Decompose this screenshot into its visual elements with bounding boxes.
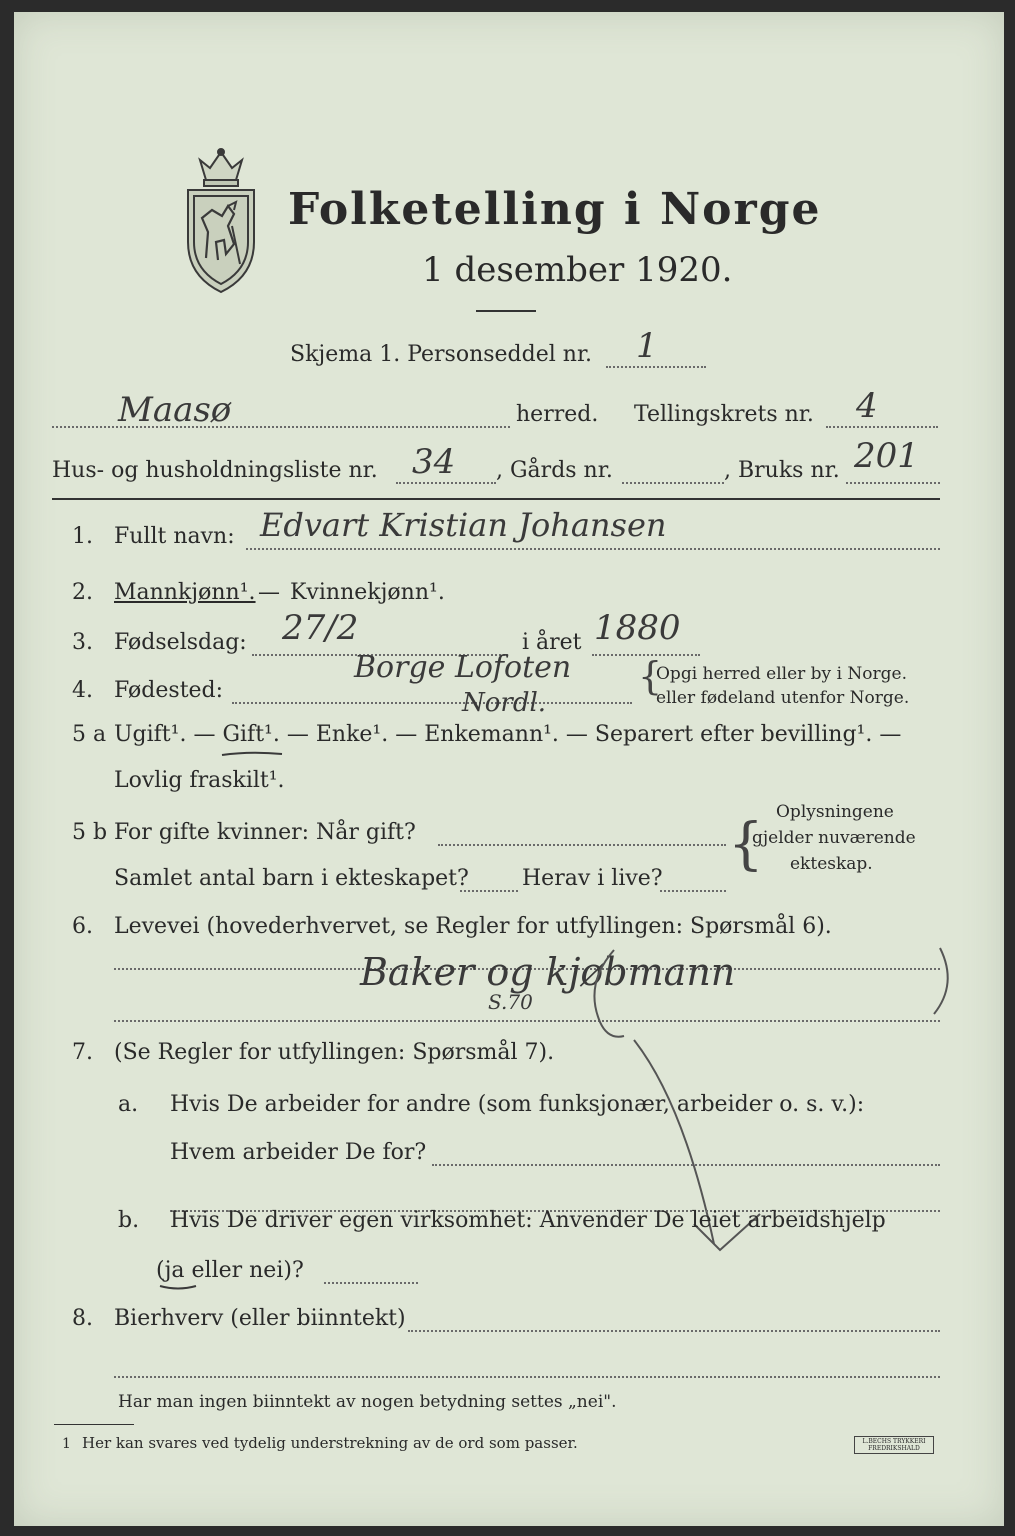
census-form [14, 12, 1004, 1526]
gender-male-option[interactable]: Mannkjønn¹. [114, 580, 256, 605]
birthplace-value-1[interactable]: Borge Lofoten [354, 650, 572, 685]
schema-label: Skjema 1. Personseddel nr. [290, 342, 593, 367]
bruks-value[interactable]: 201 [854, 436, 919, 476]
q4-label: Fødested: [114, 678, 224, 703]
gender-female-option[interactable]: Kvinnekjønn¹. [290, 580, 445, 605]
q6-number: 6. [72, 914, 93, 939]
herred-value[interactable]: Maasø [118, 390, 232, 430]
herred-label: herred. [516, 402, 599, 427]
birthday-value[interactable]: 27/2 [282, 608, 359, 648]
printer-stamp: L.BECHS TRYKKERI FREDRIKSHALD [854, 1436, 934, 1454]
krets-label: Tellingskrets nr. [634, 402, 814, 427]
q4-number: 4. [72, 678, 93, 703]
title-divider [476, 310, 536, 312]
q8-label: Bierhverv (eller biinntekt) [114, 1306, 406, 1331]
q5b-number: 5 b [72, 820, 108, 845]
q5b-children-field-line [460, 890, 518, 892]
q5b-alive-field-line [660, 890, 726, 892]
q5a-number: 5 a [72, 722, 107, 747]
birth-year-value[interactable]: 1880 [594, 608, 681, 648]
q4-note-line1: Opgi herred eller by i Norge. [656, 664, 907, 684]
q7a-number: a. [118, 1092, 139, 1117]
q7a-line2: Hvem arbeider De for? [170, 1140, 427, 1165]
full-name-value[interactable]: Edvart Kristian Johansen [260, 506, 667, 544]
q2-number: 2. [72, 580, 93, 605]
q7-number: 7. [72, 1040, 93, 1065]
nei-note: Har man ingen biinntekt av nogen betydning settes „nei". [118, 1392, 617, 1412]
q1-label: Fullt navn: [114, 524, 235, 549]
q5b-note-brace: { [728, 812, 764, 877]
birthplace-value-2[interactable]: Nordl. [462, 688, 547, 718]
gender-separator: — [258, 580, 280, 605]
bruks-field-line [846, 482, 940, 484]
footnote-text: Her kan svares ved tydelig understrekning av de ord som passer. [82, 1434, 578, 1452]
q8-field-line-2 [114, 1376, 940, 1378]
occupation-code: S.70 [488, 990, 533, 1014]
q7b-line1: Hvis De driver egen virksomhet: Anvender De leiet arbeidshjelp [170, 1208, 886, 1233]
footnote-divider [54, 1424, 134, 1425]
census-date: 1 desember 1920. [422, 250, 733, 290]
q3-label: Fødselsdag: [114, 630, 247, 655]
q8-number: 8. [72, 1306, 93, 1331]
q4-note-brace: { [638, 654, 663, 698]
q7b-field-line [324, 1282, 418, 1284]
q5b-note-line1: Oplysningene [776, 802, 894, 822]
hus-value[interactable]: 34 [412, 442, 456, 482]
krets-value[interactable]: 4 [856, 386, 878, 426]
footnote-number: 1 [62, 1436, 71, 1452]
q7b-line2[interactable]: (ja eller nei)? [156, 1258, 304, 1283]
personseddel-field-line [606, 366, 706, 368]
q7b-number: b. [118, 1208, 140, 1233]
q5b-married-field-line [438, 844, 726, 846]
q5b-children-label: Samlet antal barn i ekteskapet? [114, 866, 469, 891]
hus-field-line [396, 482, 496, 484]
coat-of-arms-icon [178, 146, 264, 296]
marital-status-options[interactable]: Ugift¹. — Gift¹. — Enke¹. — Enkemann¹. — Separert efter bevilling¹. — [114, 722, 902, 747]
herred-field-line [52, 426, 510, 428]
bruks-label: , Bruks nr. [724, 458, 840, 483]
personseddel-number[interactable]: 1 [636, 326, 658, 366]
q8-field-line-1 [408, 1330, 940, 1332]
ja-underline [158, 1282, 198, 1292]
q4-field-line [232, 702, 632, 704]
gift-underline [220, 750, 284, 758]
q1-field-line [246, 548, 940, 550]
q5b-alive-label: Herav i live? [522, 866, 663, 891]
gards-field-line [622, 482, 724, 484]
q4-note-line2: eller fødeland utenfor Norge. [656, 688, 910, 708]
form-title: Folketelling i Norge [288, 184, 822, 235]
occupation-value[interactable]: Baker og kjøbmann [360, 950, 736, 994]
q1-number: 1. [72, 524, 93, 549]
q5b-note-line2: gjelder nuværende [752, 828, 916, 848]
q3-number: 3. [72, 630, 93, 655]
marital-status-line2[interactable]: Lovlig fraskilt¹. [114, 768, 285, 793]
krets-field-line [826, 426, 938, 428]
hus-label: Hus- og husholdningsliste nr. [52, 458, 378, 483]
q7a-line1: Hvis De arbeider for andre (som funksjonær, arbeider o. s. v.): [170, 1092, 865, 1117]
q7-label: (Se Regler for utfyllingen: Spørsmål 7). [114, 1040, 555, 1065]
gards-label: , Gårds nr. [496, 458, 613, 483]
q5b-note-line3: ekteskap. [790, 854, 873, 874]
q5b-line1: For gifte kvinner: Når gift? [114, 820, 416, 845]
q7a-field-line-1 [432, 1164, 940, 1166]
header-divider [52, 498, 940, 500]
q6-label: Levevei (hovederhvervet, se Regler for utfyllingen: Spørsmål 6). [114, 914, 832, 939]
year-label: i året [522, 630, 582, 655]
